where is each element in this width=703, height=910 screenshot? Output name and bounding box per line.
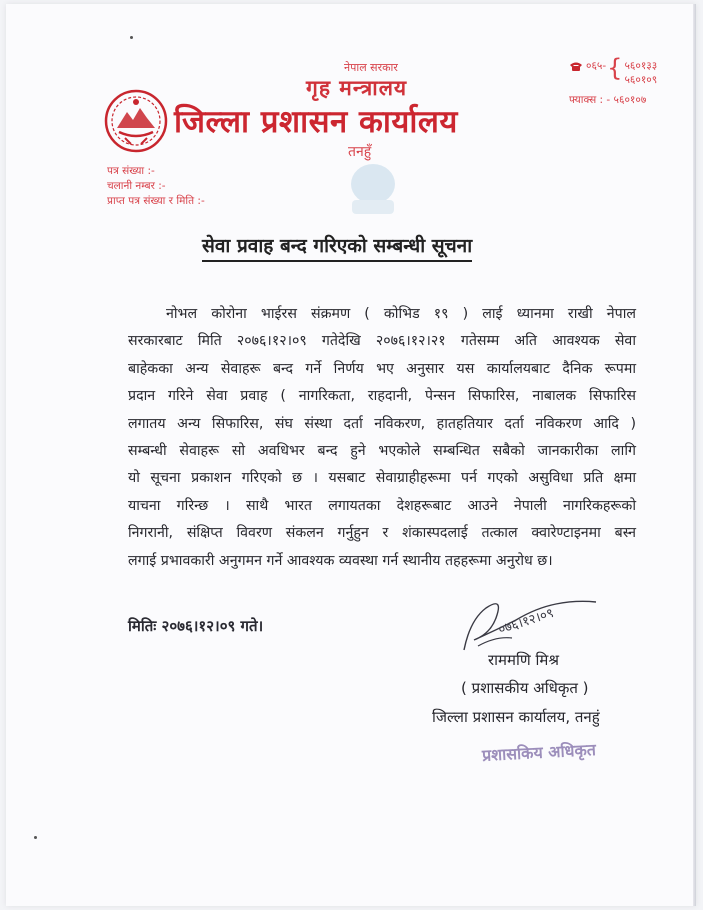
brace-icon: { (607, 54, 623, 82)
body-line: लगाई प्रभावकारी अनुगमन गर्ने आवश्यक व्यवस्था गर्न स्थानीय तहहरूमा अनुरोध छ। (128, 552, 553, 569)
signatory-office: जिल्ला प्रशासन कार्यालय, तनहुं (432, 708, 600, 726)
faint-stamp-icon (344, 156, 402, 220)
designation-stamp: प्रशासकिय अधिकृत (481, 740, 597, 765)
signatory-designation: ( प्रशासकीय अधिकृत ) (461, 679, 589, 697)
phone-prefix: ०६५- (586, 60, 607, 72)
phone-number: ५६०१०९ (624, 74, 658, 86)
signature-date: ०७६।१२।०९ (496, 605, 556, 638)
document-page (6, 4, 696, 906)
body-line: सम्बन्धी सेवाहरू सो अवधिभर बन्द हुने भएकोले सम्बन्धित सबैको जानकारीका लागि (128, 443, 636, 460)
body-line: निगरानी, संक्षिप्त विवरण संकलन गर्नुहुन र शंकास्पदलाई तत्काल क्वारेण्टाइनमा बस्न (128, 525, 636, 542)
fax-number: फ्याक्स : - ५६०१०७ (569, 94, 647, 106)
office-title: जिल्ला प्रशासन कार्यालय (174, 104, 458, 140)
government-label: नेपाल सरकार (344, 61, 398, 74)
body-line: याचना गरिन्छ । साथै भारत लगायतका देशहरूबाट आउने नेपाली नागरिकहरूको (128, 497, 636, 514)
telephone-icon (569, 61, 583, 71)
letter-meta (107, 164, 205, 209)
notice-body (128, 301, 636, 575)
received-label: प्राप्त पत्र संख्या र मिति :- (107, 195, 205, 207)
notice-subject: सेवा प्रवाह बन्द गरिएको सम्बन्धी सूचना (202, 232, 472, 262)
body-line: नोभल कोरोना भाईरस संक्रमण ( कोभिड १९ ) लाई ध्यानमा राखी नेपाल (166, 306, 636, 322)
contact-block (569, 54, 658, 107)
dispatch-number-label: चलानी नम्बर :- (107, 180, 166, 192)
scan-speck (34, 836, 37, 839)
ministry-title: गृह मन्त्रालय (306, 76, 408, 100)
body-line: सरकारबाट मिति २०७६।१२।०९ गतेदेखि २०७६।१२।२१ गतेसम्म अति आवश्यक सेवा (128, 333, 636, 350)
signatory-name: राममणि मिश्र (488, 651, 559, 669)
body-line: लगातय अन्य सिफारिस, संघ संस्था दर्ता नविकरण, हातहतियार दर्ता नविकरण आदि ) (128, 415, 636, 432)
letter-number-label: पत्र संख्या :- (107, 165, 155, 177)
scan-speck (130, 36, 133, 39)
notice-date: मितिः २०७६।१२।०९ गते। (128, 617, 264, 635)
signature-icon (456, 590, 606, 654)
body-line: यो सूचना प्रकाशन गरिएको छ । यसबाट सेवाग्राहीहरूमा पर्न गएको असुविधा प्रति क्षमा (128, 470, 636, 487)
body-line: प्रदान गरिने सेवा प्रवाह ( नागरिकता, राहदानी, पेन्सन सिफारिस, नाबालक सिफारिस (128, 388, 636, 405)
district-label: तनहुँ (348, 144, 372, 160)
body-line: बाहेकका अन्य सेवाहरू बन्द गर्ने निर्णय भए अनुसार यस कार्यालयबाट दैनिक रूपमा (128, 360, 636, 377)
phone-number: ५६०१३३ (624, 60, 658, 72)
nepal-emblem-icon (103, 88, 169, 154)
